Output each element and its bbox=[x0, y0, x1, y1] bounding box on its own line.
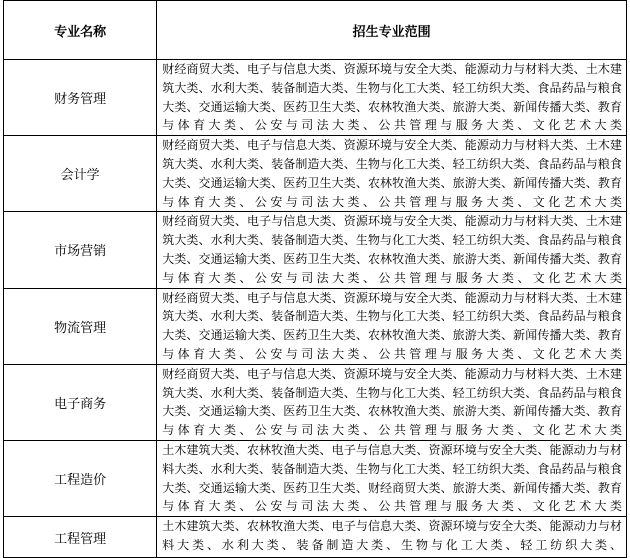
enrollment-scope-cell: 财经商贸大类、电子与信息大类、资源环境与安全大类、能源动力与材料大类、土木建筑大类、水利大类、装备制造大类、生物与化工大类、轻工纺织大类、食品药品与粮食大类、交通运输大类、医药卫生大类、农林牧渔大类、旅游大类、新闻传播大类、教育与体育大类、公安与司法大类、公共管理与服务大类、文化艺术大类 bbox=[157, 364, 627, 440]
major-name-cell: 会计学 bbox=[4, 136, 157, 212]
enrollment-scope-table bbox=[3, 0, 627, 558]
enrollment-scope-cell: 财经商贸大类、电子与信息大类、资源环境与安全大类、能源动力与材料大类、土木建筑大类、水利大类、装备制造大类、生物与化工大类、轻工纺织大类、食品药品与粮食大类、交通运输大类、医药卫生大类、农林牧渔大类、旅游大类、新闻传播大类、教育与体育大类、公安与司法大类、公共管理与服务大类、文化艺术大类 bbox=[157, 288, 627, 364]
enrollment-scope-cell: 财经商贸大类、电子与信息大类、资源环境与安全大类、能源动力与材料大类、土木建筑大类、水利大类、装备制造大类、生物与化工大类、轻工纺织大类、食品药品与粮食大类、交通运输大类、医药卫生大类、农林牧渔大类、旅游大类、新闻传播大类、教育与体育大类、公安与司法大类、公共管理与服务大类、文化艺术大类 bbox=[157, 136, 627, 212]
table-row bbox=[4, 517, 627, 558]
major-name-cell: 市场营销 bbox=[4, 212, 157, 288]
enrollment-scope-cell: 财经商贸大类、电子与信息大类、资源环境与安全大类、能源动力与材料大类、土木建筑大类、水利大类、装备制造大类、生物与化工大类、轻工纺织大类、食品药品与粮食大类、交通运输大类、医药卫生大类、农林牧渔大类、旅游大类、新闻传播大类、教育与体育大类、公安与司法大类、公共管理与服务大类、文化艺术大类 bbox=[157, 212, 627, 288]
major-name-cell: 工程管理 bbox=[4, 517, 157, 558]
major-name-cell: 财务管理 bbox=[4, 60, 157, 136]
table-row bbox=[4, 288, 627, 364]
document-page bbox=[3, 0, 627, 558]
major-name-cell: 电子商务 bbox=[4, 364, 157, 440]
column-header-enrollment-scope: 招生专业范围 bbox=[157, 1, 627, 60]
table-row bbox=[4, 60, 627, 136]
enrollment-scope-cell: 土木建筑大类、农林牧渔大类、电子与信息大类、资源环境与安全大类、能源动力与材料大类、水利大类、装备制造大类、生物与化工大类、轻工纺织大类、食品药品与粮食大类、交通运输大类、医药卫生大类、财经商贸大类、旅游大类、新闻传播大类、教育与体育大类、公安与司法大类、公共管理与服务大类、文化艺术大类 bbox=[157, 440, 627, 516]
table-row bbox=[4, 440, 627, 516]
table-row bbox=[4, 136, 627, 212]
major-name-cell: 工程造价 bbox=[4, 440, 157, 516]
table-row bbox=[4, 212, 627, 288]
table-header-row bbox=[4, 1, 627, 60]
major-name-cell: 物流管理 bbox=[4, 288, 157, 364]
enrollment-scope-cell: 财经商贸大类、电子与信息大类、资源环境与安全大类、能源动力与材料大类、土木建筑大类、水利大类、装备制造大类、生物与化工大类、轻工纺织大类、食品药品与粮食大类、交通运输大类、医药卫生大类、农林牧渔大类、旅游大类、新闻传播大类、教育与体育大类、公安与司法大类、公共管理与服务大类、文化艺术大类 bbox=[157, 60, 627, 136]
enrollment-scope-cell: 土木建筑大类、农林牧渔大类、电子与信息大类、资源环境与安全大类、能源动力与材料大类、水利大类、装备制造大类、生物与化工大类、轻工纺织大类、 bbox=[157, 517, 627, 558]
column-header-major-name: 专业名称 bbox=[4, 1, 157, 60]
table-row bbox=[4, 364, 627, 440]
